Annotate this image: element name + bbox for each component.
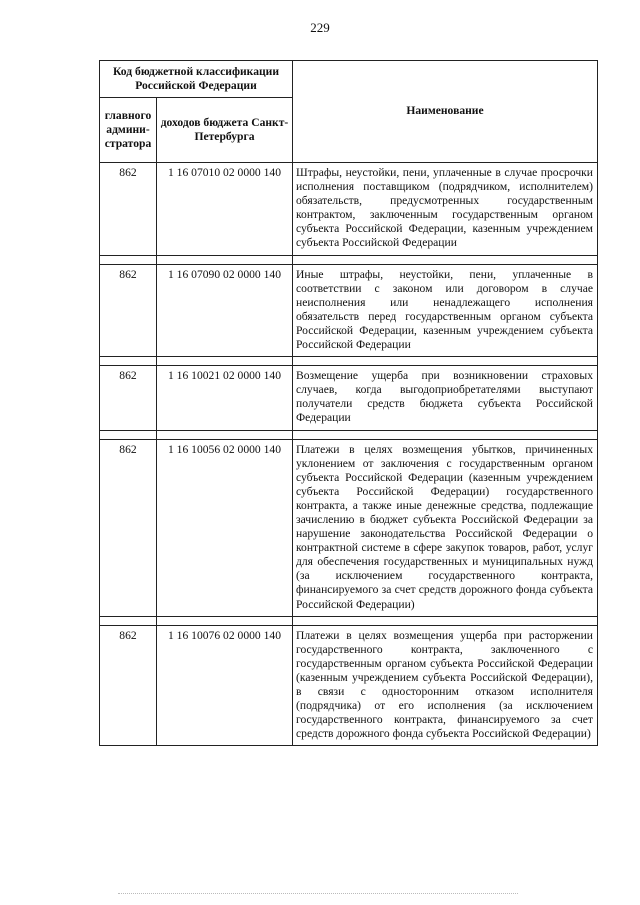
header-admin: главного админи-стратора [100, 98, 157, 163]
table-row [100, 366, 598, 430]
header-code-group: Код бюджетной классификации Российской Федерации [100, 61, 293, 98]
income-code-cell: 1 16 07090 02 0000 140 [157, 264, 293, 357]
income-code-cell: 1 16 10056 02 0000 140 [157, 439, 293, 616]
row-separator [100, 255, 598, 264]
table-row [100, 264, 598, 357]
name-cell: Платежи в целях возмещения убытков, причиненных уклонением от заключения с государственным органом субъекта Российской Федерации (казенным учреждением субъекта Российской Федерации) государственного контракта, а также иные денежные средства, подлежащие зачислению в бюджет субъекта Российской Федерации за нарушение законодательства Российской Федерации о контрактной системе в сфере закупок товаров, работ, услуг для обеспечения государственных и муниципальных нужд (за исключением государственного контракта, финансируемого за счет средств дорожного фонда субъекта Российской Федерации) [293, 439, 598, 616]
admin-code-cell: 862 [100, 163, 157, 256]
table-row [100, 163, 598, 256]
page-number: 229 [310, 20, 330, 35]
table-row [100, 439, 598, 616]
income-code-cell: 1 16 10076 02 0000 140 [157, 625, 293, 746]
income-code-cell: 1 16 10021 02 0000 140 [157, 366, 293, 430]
admin-code-cell: 862 [100, 264, 157, 357]
row-separator [100, 430, 598, 439]
header-name: Наименование [293, 61, 598, 163]
name-cell: Штрафы, неустойки, пени, уплаченные в случае просрочки исполнения поставщиком (подрядчиком, исполнителем) обязательств, предусмотренных государственным контрактом, заключенным государственным органом субъекта Российской Федерации, казенным учреждением субъекта Российской Федерации [293, 163, 598, 256]
name-cell: Платежи в целях возмещения ущерба при расторжении государственного контракта, заключенного с государственным органом субъекта Российской Федерации (казенным учреждением субъекта Российской Федерации), в связи с односторонним отказом исполнителя (подрядчика) от его исполнения (за исключением государственного контракта, финансируемого за счет средств дорожного фонда субъекта Российской Федерации) [293, 625, 598, 746]
name-cell: Возмещение ущерба при возникновении страховых случаев, когда выгодоприобретателями выступают получатели средств бюджета субъекта Российской Федерации [293, 366, 598, 430]
scan-artifact-line [118, 893, 518, 897]
row-separator [100, 357, 598, 366]
budget-classification-table [99, 60, 598, 746]
admin-code-cell: 862 [100, 625, 157, 746]
header-income: доходов бюджета Санкт-Петербурга [157, 98, 293, 163]
name-cell: Иные штрафы, неустойки, пени, уплаченные в соответствии с законом или договором в случае неисполнения или ненадлежащего исполнения обязательств перед государственным органом субъекта Российской Федерации, казенным учреждением субъекта Российской Федерации [293, 264, 598, 357]
admin-code-cell: 862 [100, 439, 157, 616]
table-row [100, 625, 598, 746]
row-separator [100, 616, 598, 625]
income-code-cell: 1 16 07010 02 0000 140 [157, 163, 293, 256]
admin-code-cell: 862 [100, 366, 157, 430]
